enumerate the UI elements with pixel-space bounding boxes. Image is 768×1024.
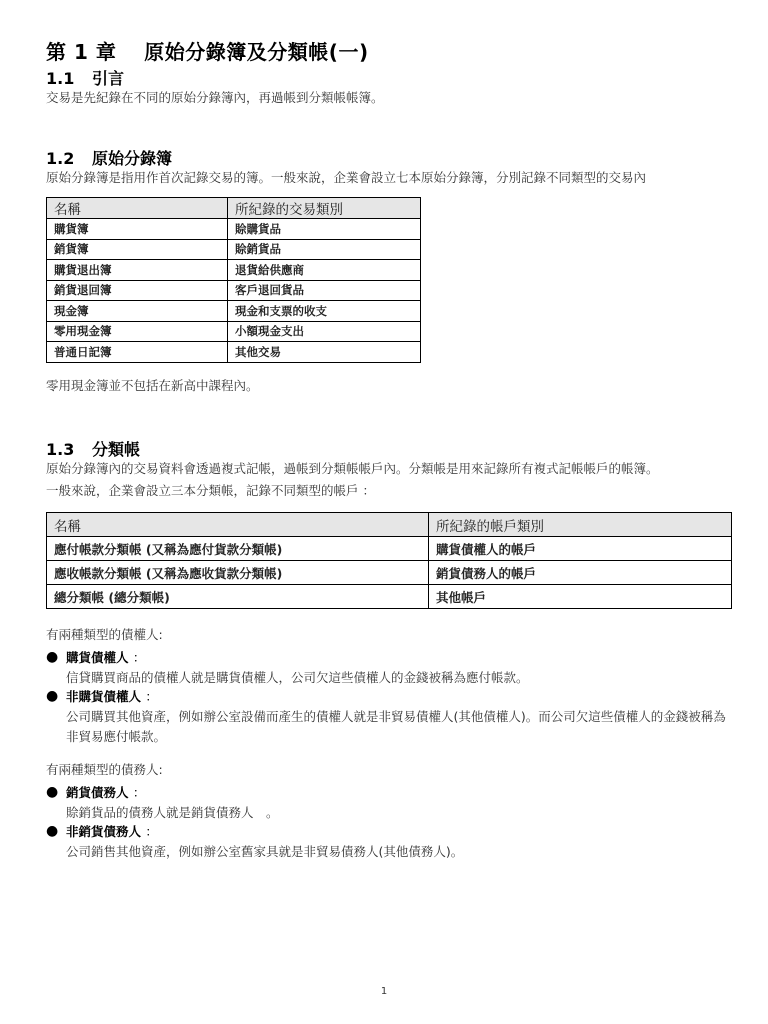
table-cell: 普通日記簿	[47, 342, 228, 363]
table-cell: 其他帳戶	[429, 585, 732, 609]
table-row	[47, 561, 732, 585]
table-row	[47, 239, 421, 260]
table-cell: 銷貨簿	[47, 239, 228, 260]
table-header-cell: 所紀錄的帳戶類別	[429, 513, 732, 537]
table-cell: 銷貨退回簿	[47, 280, 228, 301]
creditors-intro: 有兩種類型的債權人:	[46, 627, 163, 642]
table-cell: 其他交易	[228, 342, 421, 363]
section-number: 1.3	[46, 440, 75, 459]
table-row	[47, 321, 421, 342]
section-paragraph: 原始分錄簿是指用作首次記錄交易的簿。一般來說，企業會設立七本原始分錄簿，分別記錄不同類型的交易內	[46, 170, 647, 185]
table-cell: 銷貨債務人的帳戶	[429, 561, 732, 585]
table-cell: 購貨債權人的帳戶	[429, 537, 732, 561]
bullet-icon: ●	[46, 649, 59, 665]
list-item-description: 信貸購買商品的債權人就是購貨債權人，公司欠這些債權人的金錢被稱為應付帳款。	[66, 670, 529, 685]
bullet-icon: ●	[46, 688, 59, 704]
journals-table	[46, 197, 421, 363]
list-item-label: 非購貨債權人 ：	[66, 689, 158, 704]
table-row	[47, 585, 732, 609]
section-title: 原始分錄簿	[92, 149, 173, 168]
section-paragraph-line: 一般來說，企業會設立三本分類帳，記錄不同類型的帳戶 ：	[46, 483, 375, 498]
section-paragraph-line: 原始分錄簿內的交易資料會透過複式記帳，過帳到分類帳帳戶內。分類帳是用來記錄所有複式記帳帳戶的帳簿。	[46, 461, 659, 476]
list-item-label: 購貨債權人 ：	[66, 650, 146, 665]
section-heading-1-3	[46, 437, 140, 460]
table-row	[47, 537, 732, 561]
section-paragraph: 交易是先紀錄在不同的原始分錄簿內，再過帳到分類帳帳簿。	[46, 90, 384, 105]
table-row	[47, 342, 421, 363]
table-cell: 現金簿	[47, 301, 228, 322]
section-number: 1.1	[46, 69, 75, 88]
table-cell: 零用現金簿	[47, 321, 228, 342]
bullet-icon: ●	[46, 784, 59, 800]
table-cell: 現金和支票的收支	[228, 301, 421, 322]
ledgers-table	[46, 512, 732, 609]
section-heading-1-1	[46, 66, 124, 89]
list-item-description: 公司銷售其他資產，例如辦公室舊家具就是非貿易債務人(其他債務人)。	[66, 844, 464, 859]
table-cell: 客戶退回貨品	[228, 280, 421, 301]
list-item-description: 賒銷貨品的債務人就是銷貨債務人 。	[66, 805, 279, 820]
table-note: 零用現金簿並不包括在新高中課程內。	[46, 378, 259, 393]
section-title: 分類帳	[92, 440, 141, 459]
list-item-label: 非銷貨債務人 ：	[66, 824, 158, 839]
section-heading-1-2	[46, 146, 172, 169]
table-cell: 購貨簿	[47, 219, 228, 240]
table-header-cell: 名稱	[47, 513, 429, 537]
table-row	[47, 219, 421, 240]
table-row	[47, 301, 421, 322]
table-header-cell: 所紀錄的交易類別	[228, 198, 421, 219]
table-row	[47, 260, 421, 281]
debtors-intro: 有兩種類型的債務人:	[46, 762, 163, 777]
page-number: 1	[380, 986, 388, 997]
table-cell: 退貨給供應商	[228, 260, 421, 281]
list-item-description: 公司購買其他資產，例如辦公室設備而產生的債權人就是非貿易債權人(其他債權人)。而公司欠這些債權人的金錢被稱為非貿易應付帳款。	[66, 709, 726, 744]
table-header-row	[47, 513, 732, 537]
list-item-label: 銷貨債務人 ：	[66, 785, 146, 800]
table-cell: 應付帳款分類帳 (又稱為應付貨款分類帳)	[47, 537, 429, 561]
table-cell: 購貨退出簿	[47, 260, 228, 281]
bullet-icon: ●	[46, 823, 59, 839]
table-row	[47, 280, 421, 301]
table-cell: 應收帳款分類帳 (又稱為應收貨款分類帳)	[47, 561, 429, 585]
table-cell: 賒購貨品	[228, 219, 421, 240]
table-cell: 總分類帳 (總分類帳)	[47, 585, 429, 609]
table-cell: 賒銷貨品	[228, 239, 421, 260]
table-cell: 小額現金支出	[228, 321, 421, 342]
table-header-row	[47, 198, 421, 219]
table-header-cell: 名稱	[47, 198, 228, 219]
section-number: 1.2	[46, 149, 75, 168]
chapter-title: 第 1 章 原始分錄簿及分類帳(一)	[46, 40, 369, 64]
section-title: 引言	[92, 69, 125, 88]
